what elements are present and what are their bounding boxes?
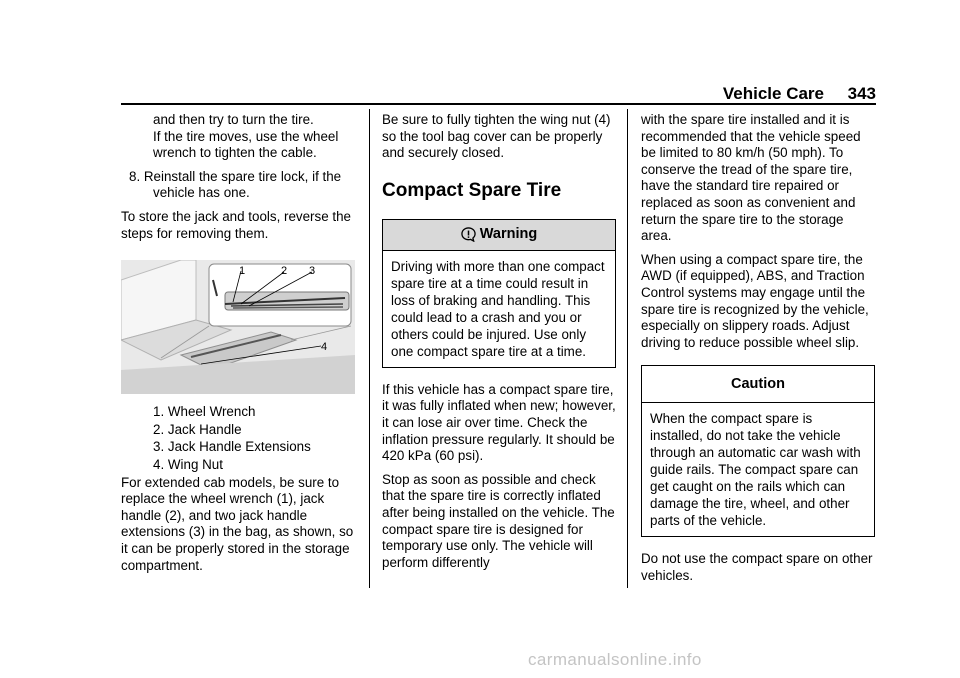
caution-body: When the compact spare is installed, do not take the vehicle through an automatic car wash with guide rails. The compact spare can get caught on the rails which can damage the tire, wheel, and other parts of the vehicle. <box>650 411 861 529</box>
tool-bag-figure <box>121 260 355 394</box>
stop-check-text: Stop as soon as possible and check that the spare tire is correctly inflated after being installed on the vehicle. The compact spare tire is designed for temporary use only. The vehicle will perform differently <box>382 471 615 570</box>
store-tools-text: To store the jack and tools, reverse the steps for removing them. <box>121 208 351 241</box>
awd-text: When using a compact spare tire, the AWD (if equipped), ABS, and Traction Control systems may engage until the spare tire is recognized by the vehicle, especially on slippery roads. Adjust driving to reduce possible wheel slip. <box>641 251 869 350</box>
legend-item-3: 3. Jack Handle Extensions <box>153 439 311 455</box>
watermark: carmanualsonline.info <box>528 650 702 669</box>
step-8: 8. Reinstall the spare tire lock, if the vehicle has one. <box>129 168 342 201</box>
callout-1-label: 1 <box>239 265 246 278</box>
warning-body: Driving with more than one compact spare tire at a time could result in loss of braking and handling. This could lead to a crash and you or others could be injured. Use only one compact spare tire at a time. <box>391 258 605 359</box>
warning-title: Warning <box>479 226 538 243</box>
figure-legend <box>121 404 357 473</box>
warning-header <box>383 220 615 251</box>
continued-line-1: and then try to turn the tire. <box>153 112 314 127</box>
legend-item-1: 1. Wheel Wrench <box>153 404 256 420</box>
caution-title: Caution <box>731 376 785 393</box>
extension-shape <box>233 307 343 308</box>
column-3 <box>641 112 875 592</box>
continued-line-2: If the tire moves, use the wheel wrench to tighten the cable. <box>153 128 339 161</box>
column-2 <box>382 112 616 578</box>
callout-2-label: 2 <box>281 265 288 278</box>
extended-cab-text: For extended cab models, be sure to replace the wheel wrench (1), jack handle (2), and two jack handle extensions (3) in the bag, as shown, so it can be properly stored in the storage compartment. <box>121 474 354 573</box>
column-divider-2 <box>627 109 628 588</box>
callout-4-label: 4 <box>321 341 328 354</box>
caution-box <box>641 365 875 537</box>
column-1 <box>121 112 357 581</box>
column-divider-1 <box>369 109 370 588</box>
warning-box <box>382 219 616 368</box>
inflation-text: If this vehicle has a compact spare tire, it was fully inflated when new; however, it can lose air over time. Check the inflation pressure regularly. It should be 420 kPa (60 psi). <box>382 381 616 464</box>
warning-icon <box>461 227 476 242</box>
section-heading: Compact Spare Tire <box>382 179 562 201</box>
caution-header <box>642 366 874 403</box>
legend-item-4: 4. Wing Nut <box>153 456 223 472</box>
section-title: Vehicle Care <box>722 84 824 103</box>
speed-limit-text: with the spare tire installed and it is recommended that the vehicle speed be limited to 80 km/h (50 mph). To conserve the tread of the spare tire, have the standard tire repaired or replaced as soon as convenient and return the spare tire to the storage area. <box>641 112 861 244</box>
page-number: 343 <box>847 84 876 103</box>
wing-nut-text: Be sure to fully tighten the wing nut (4) so the tool bag cover can be properly and securely closed. <box>382 112 611 161</box>
continued-step <box>121 112 357 162</box>
legend-item-2: 2. Jack Handle <box>153 421 242 437</box>
callout-3-label: 3 <box>309 265 316 278</box>
header-rule <box>121 103 876 105</box>
other-vehicles-text: Do not use the compact spare on other vehicles. <box>641 551 873 583</box>
